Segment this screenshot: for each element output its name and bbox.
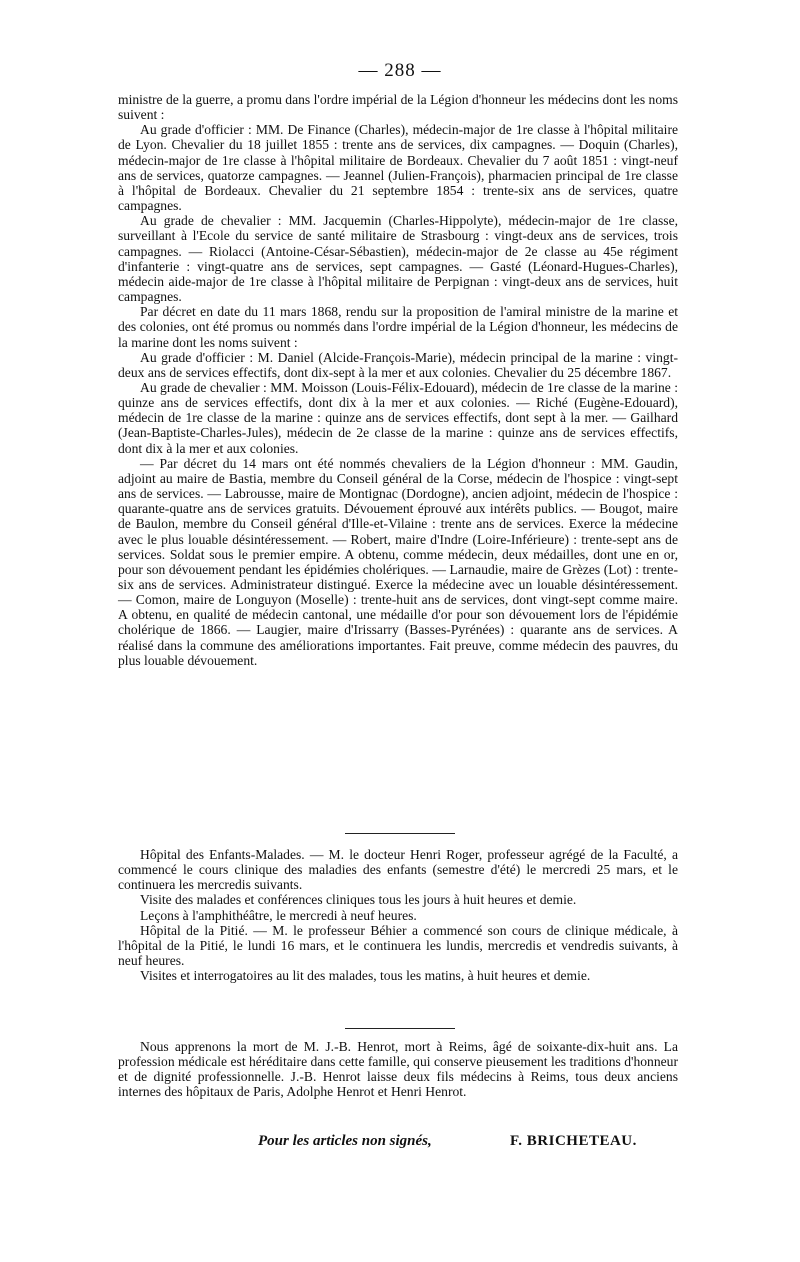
section-hopitaux — [118, 847, 678, 983]
paragraph: Au grade de chevalier : MM. Jacquemin (Charles-Hippolyte), médecin-major de 1re classe, surveillant à l'Ecole du service de santé militaire de Strasbourg : vingt-deux ans de services, trois campagnes. — Riolacci (Antoine-César-Sébastien), médecin-major de 2e classe au 45e régiment d'infanterie : vingt-quatre ans de services, sept campagnes. — Gasté (Léonard-Hugues-Charles), médecin aide-major de 1re classe à l'hôpital militaire de Perpignan : vingt-deux ans de services, huit campagnes. — [118, 213, 678, 305]
divider — [345, 833, 455, 834]
paragraph: Par décret en date du 11 mars 1868, rendu sur la proposition de l'amiral ministre de la marine et des colonies, ont été promus ou nommés dans l'ordre impérial de la Légion d'honneur, les médecins de la marine dont les noms suivent : — [118, 304, 678, 350]
page-number: — 288 — — [358, 60, 442, 81]
signature-author: F. BRICHETEAU. — [510, 1133, 637, 1149]
section-necrologie — [118, 1039, 678, 1100]
paragraph: Visite des malades et conférences cliniques tous les jours à huit heures et demie. — [140, 892, 577, 908]
paragraph: Au grade d'officier : M. Daniel (Alcide-François-Marie), médecin principal de la marine : vingt-deux ans de services effectifs, dont dix-sept à la mer et aux colonies. Chevalier du 25 décembre 1867. — [118, 349, 678, 380]
paragraph: ministre de la guerre, a promu dans l'ordre impérial de la Légion d'honneur les médecins dont les noms suivent : — [118, 92, 678, 123]
paragraph: Au grade d'officier : MM. De Finance (Charles), médecin-major de 1re classe à l'hôpital militaire de Lyon. Chevalier du 18 juillet 1855 : trente ans de services, dix campagnes. — Doquin (Charles), médecin-major de 1re classe à l'hôpital militaire de Bordeaux. Chevalier du 7 août 1851 : vingt-neuf ans de services, quatorze campagnes. — Jeannel (Julien-François), pharmacien principal de 1re classe à l'hôpital de Bordeaux. Chevalier du 21 septembre 1854 : trente-six ans de services, quatre campagnes. — [118, 122, 678, 214]
paragraph: Leçons à l'amphithéâtre, le mercredi à neuf heures. — [140, 907, 417, 923]
paragraph: Visites et interrogatoires au lit des malades, tous les matins, à huit heures et demie. — [140, 968, 591, 984]
signature-note: Pour les articles non signés, — [258, 1133, 432, 1149]
paragraph: — Par décret du 14 mars ont été nommés chevaliers de la Légion d'honneur : MM. Gaudin, adjoint au maire de Bastia, membre du Conseil général de la Corse, médecin de l'hospice : vingt-sept ans de services. — Labrousse, maire de Montignac (Dordogne), ancien adjoint, médecin de l'hospice : quarante-quatre ans de services gratuits. Dévouement éprouvé aux intérêts publics. — Bougot, maire de Baulon, membre du Conseil général d'Ille-et-Vilaine : trente ans de services. Exerce la médecine avec le plus louable désintéressement. — Robert, maire d'Indre (Loire-Inférieure) : trente-sept ans de services. Soldat sous le premier empire. A obtenu, comme médecin, deux médailles, dont une en or, pour son dévouement pendant les épidémies cholériques. — Larnaudie, maire de Grèzes (Lot) : trente-six ans de services. Administrateur distingué. Exerce la médecine avec un louable désintéressement. — Comon, maire de Longuyon (Moselle) : trente-huit ans de services, dont vingt-sept comme maire. A obtenu, en qualité de médecin cantonal, une médaille d'or pour son dévouement lors de l'épidémie cholérique de 1866. — Laugier, maire d'Irissarry (Basses-Pyrénées) : quarante ans de services. A réalisé dans la commune des améliorations importantes. Fait preuve, comme médecin des pauvres, du plus louable dévouement. — [118, 455, 678, 668]
divider — [345, 1028, 455, 1029]
paragraph: Au grade de chevalier : MM. Moisson (Louis-Félix-Edouard), médecin de 1re classe de la marine : quinze ans de services effectifs, dont dix à la mer et aux colonies. — Riché (Eugène-Edouard), médecin de 1re classe de la marine : quinze ans de services effectifs, dont sept à la mer. — Gailhard (Jean-Baptiste-Charles-Jules), médecin de 2e classe de la marine : quinze ans de services effectifs, dont dix à la mer et aux colonies. — [118, 379, 678, 456]
paragraph: Hôpital des Enfants-Malades. — M. le docteur Henri Roger, professeur agrégé de la Faculté, a commencé le cours clinique des maladies des enfants (semestre d'été) le mercredi 25 mars, et le continuera les mercredis suivants. — [118, 847, 678, 893]
paragraph: Nous apprenons la mort de M. J.-B. Henrot, mort à Reims, âgé de soixante-dix-huit ans. La profession médicale est héréditaire dans cette famille, qui conserve pieusement les traditions d'honneur et de dignité professionnelle. J.-B. Henrot laisse deux fils médecins à Reims, tous deux anciens internes des hôpitaux de Paris, Adolphe Henrot et Henri Henrot. — [118, 1039, 678, 1100]
paragraph: Hôpital de la Pitié. — M. le professeur Béhier a commencé son cours de clinique médicale, à l'hôpital de la Pitié, le lundi 16 mars, et le continuera les lundis, mercredis et vendredis suivants, à neuf heures. — [118, 922, 678, 969]
section-legion-honneur — [118, 92, 678, 668]
